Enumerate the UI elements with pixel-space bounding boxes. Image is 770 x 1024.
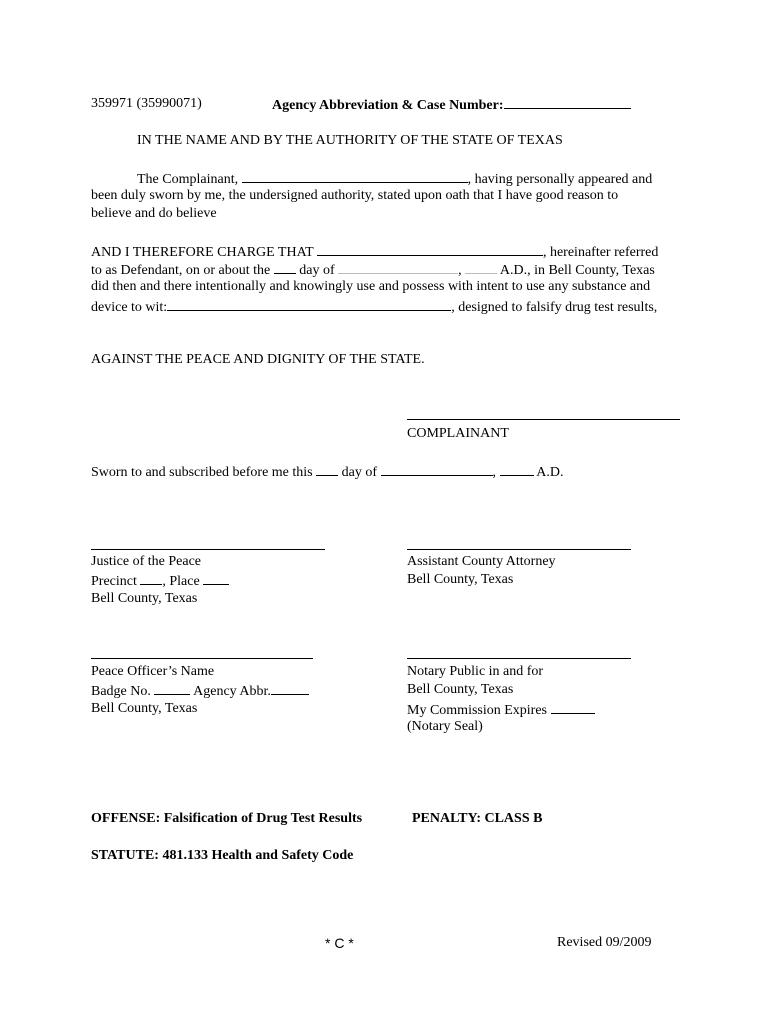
- revised-date: Revised 09/2009: [557, 935, 652, 950]
- officer-badge-line: [91, 681, 309, 701]
- form-id: 359971 (35990071): [91, 96, 202, 111]
- notary-commission-line: [407, 700, 595, 720]
- attorney-signature-line[interactable]: [407, 549, 631, 550]
- notary-signature-line[interactable]: [407, 658, 631, 659]
- charge-prefix: AND I THEREFORE CHARGE THAT: [91, 245, 314, 260]
- footer-mark: * C *: [325, 935, 354, 951]
- precinct-label: Precinct: [91, 574, 137, 589]
- justice-precinct-line: [91, 571, 229, 591]
- case-number-label: [272, 95, 631, 115]
- sworn-comma: ,: [492, 465, 497, 480]
- charge-line-4: [91, 297, 657, 317]
- complainant-prefix: The Complainant,: [137, 172, 239, 187]
- defendant-name-field[interactable]: [317, 242, 543, 256]
- offense-month-field[interactable]: [338, 260, 458, 274]
- notary-county: Bell County, Texas: [407, 682, 514, 697]
- place-label: , Place: [162, 574, 200, 589]
- place-field[interactable]: [203, 571, 229, 585]
- complainant-line-3: believe and do believe: [91, 206, 217, 221]
- officer-name-label: Peace Officer’s Name: [91, 664, 215, 679]
- agency-abbr-field[interactable]: [271, 681, 309, 695]
- officer-signature-line[interactable]: [91, 658, 313, 659]
- device-suffix: , designed to falsify drug test results,: [451, 300, 658, 315]
- precinct-field[interactable]: [140, 571, 162, 585]
- complainant-signature-line[interactable]: [407, 419, 680, 420]
- sworn-prefix: Sworn to and subscribed before me this: [91, 465, 313, 480]
- charge-county: A.D., in Bell County, Texas: [499, 263, 655, 278]
- complainant-line-2: been duly sworn by me, the undersigned authority, stated upon oath that I have good reason to: [91, 188, 619, 203]
- charge-suffix: , hereinafter referred: [542, 245, 659, 260]
- complainant-line: [137, 169, 652, 189]
- offense-day-field[interactable]: [274, 260, 296, 274]
- statute-label: STATUTE: 481.133 Health and Safety Code: [91, 848, 354, 863]
- sworn-year-field[interactable]: [500, 462, 534, 476]
- attorney-county: Bell County, Texas: [407, 572, 514, 587]
- notary-seal-label: (Notary Seal): [407, 719, 483, 734]
- notary-title: Notary Public in and for: [407, 664, 544, 679]
- form-title: IN THE NAME AND BY THE AUTHORITY OF THE STATE OF TEXAS: [137, 133, 563, 148]
- justice-county: Bell County, Texas: [91, 591, 198, 606]
- justice-signature-line[interactable]: [91, 549, 325, 550]
- offense-label: OFFENSE: Falsification of Drug Test Results: [91, 811, 363, 826]
- complainant-suffix: , having personally appeared and: [467, 172, 653, 187]
- charge-comma: ,: [458, 263, 462, 278]
- sworn-ad: A.D.: [536, 465, 564, 480]
- badge-number-field[interactable]: [154, 681, 190, 695]
- case-number-label-text: Agency Abbreviation & Case Number:: [272, 98, 504, 113]
- justice-title: Justice of the Peace: [91, 554, 202, 569]
- case-number-field[interactable]: [504, 95, 631, 109]
- commission-expires-field[interactable]: [551, 700, 595, 714]
- badge-label: Badge No.: [91, 684, 151, 699]
- attorney-title: Assistant County Attorney: [407, 554, 556, 569]
- device-field[interactable]: [167, 297, 451, 311]
- charge-line-2: [91, 260, 655, 280]
- offense-year-field[interactable]: [465, 260, 497, 274]
- charge-line-3: did then and there intentionally and knowingly use and possess with intent to use any substance and: [91, 279, 651, 294]
- sworn-day-of: day of: [341, 465, 378, 480]
- charge-day-of: day of: [299, 263, 335, 278]
- sworn-line: [91, 462, 563, 482]
- charge-line-1: [91, 242, 658, 262]
- against-statement: AGAINST THE PEACE AND DIGNITY OF THE STATE.: [91, 352, 425, 367]
- penalty-label: PENALTY: CLASS B: [412, 811, 543, 826]
- charge-date-prefix: to as Defendant, on or about the: [91, 263, 271, 278]
- complainant-signature-label: COMPLAINANT: [407, 426, 509, 441]
- device-prefix: device to wit:: [91, 300, 168, 315]
- sworn-day-field[interactable]: [316, 462, 338, 476]
- complainant-name-field[interactable]: [242, 169, 468, 183]
- agency-label: Agency Abbr.: [193, 684, 271, 699]
- commission-label: My Commission Expires: [407, 703, 548, 718]
- officer-county: Bell County, Texas: [91, 701, 198, 716]
- sworn-month-field[interactable]: [381, 462, 493, 476]
